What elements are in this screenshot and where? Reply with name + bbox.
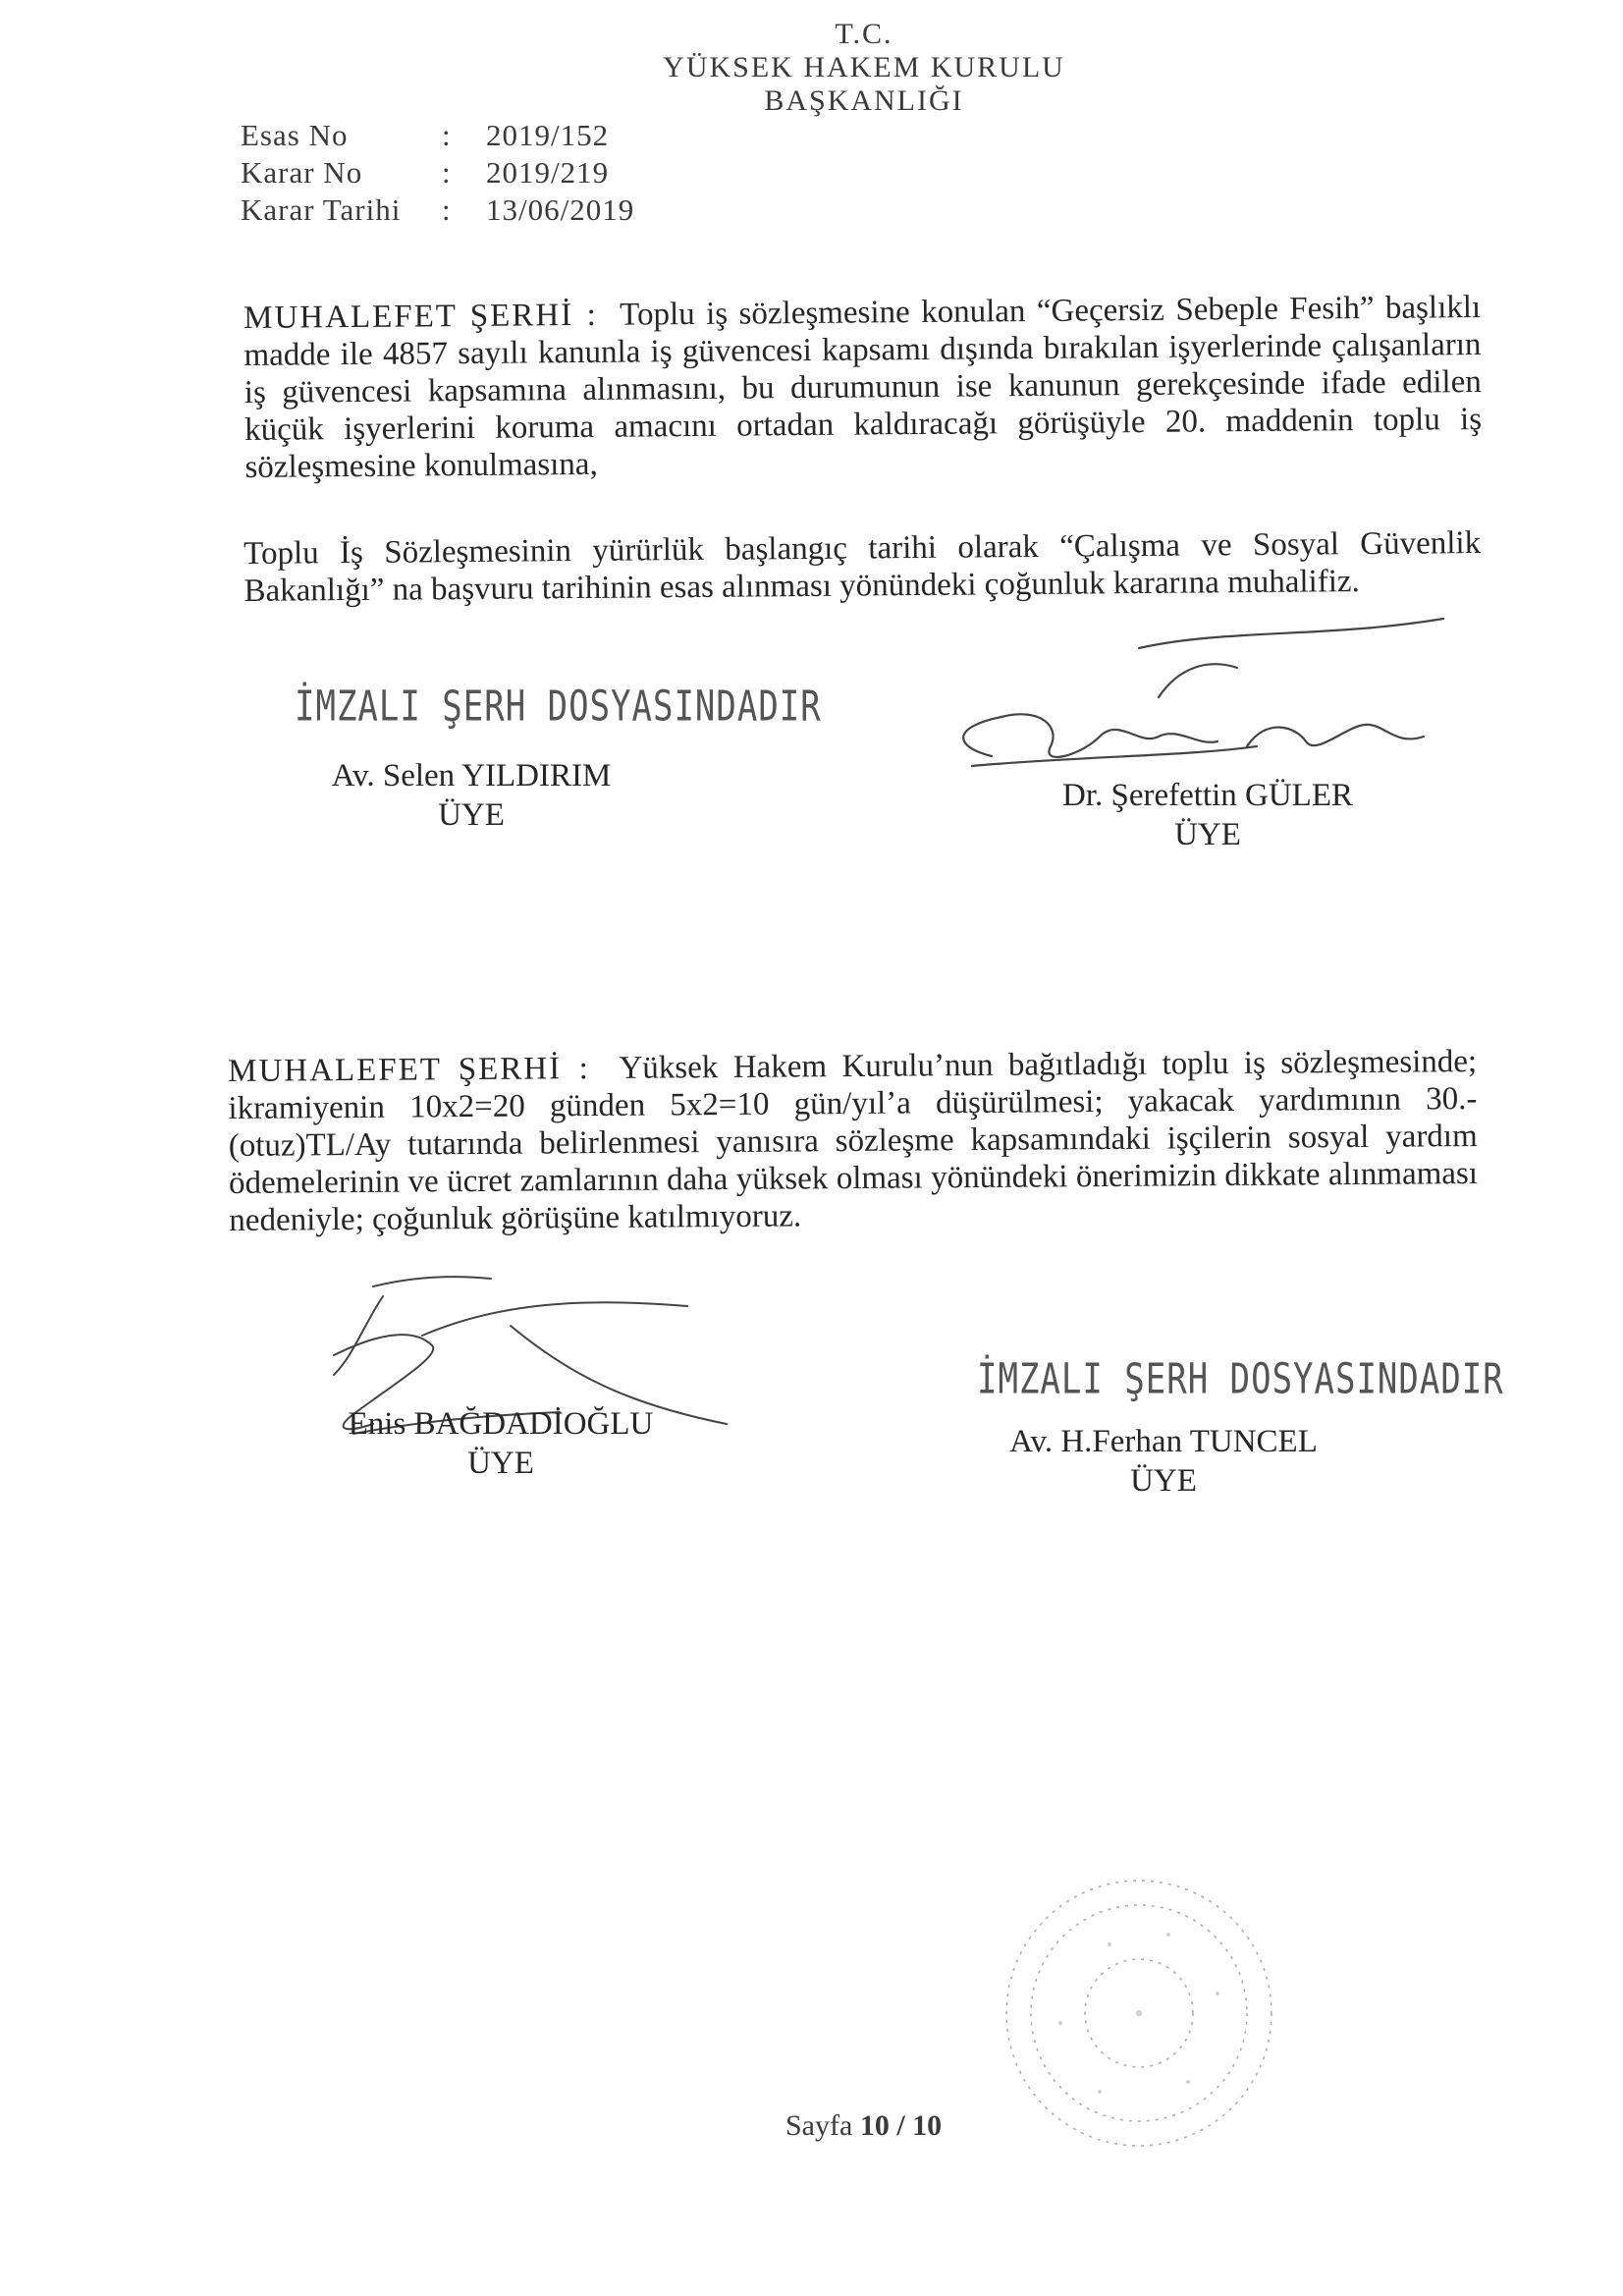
signatory-title-ferhan-tuncel: ÜYE bbox=[1130, 1463, 1197, 1499]
dissent-2-label: MUHALEFET ŞERHİ : bbox=[228, 1051, 590, 1089]
header-line-board: YÜKSEK HAKEM KURULU bbox=[663, 51, 1065, 83]
signatory-name-selen-yildirim: Av. Selen YILDIRIM bbox=[331, 758, 612, 793]
case-meta: Esas No : 2019/152 Karar No : 2019/219 Karar Tarihi : 13/06/2019 bbox=[241, 118, 635, 227]
dissent-2-paragraph: MUHALEFET ŞERHİ : Yüksek Hakem Kurulu’nun bağıtladığı toplu iş sözleşmesinde; ikramiyenin 10x2=20 günden 5x2=10 gün/yıl’a düşürülmesi; yakacak yardımının 30.-(otuz)TL/Ay tutarında belirlenmesi yanısıra sözleşme kapsamındaki işçilerin sosyal yardım ödemelerinin ve ücret zamlarının daha yüksek olması yönündeki önerimizin dikkate alınmaması nedeniyle; çoğunluk görüşüne katılmıyoruz. bbox=[228, 1044, 1479, 1238]
signed-annotation-stamp-left: İMZALI ŞERH DOSYASINDADIR bbox=[295, 682, 822, 732]
signatory-title-enis-bagdadioglu: ÜYE bbox=[467, 1446, 534, 1481]
signatory-name-enis-bagdadioglu: Enis BAĞDADİOĞLU bbox=[348, 1406, 654, 1442]
signatory-name-serefettin-guler: Dr. Şerefettin GÜLER bbox=[1061, 778, 1354, 813]
page-number: Sayfa 10 / 10 bbox=[785, 2109, 943, 2142]
signatory-title-selen-yildirim: ÜYE bbox=[438, 797, 505, 833]
header-line-presidency: BAŞKANLIĞI bbox=[764, 84, 964, 117]
signatory-title-serefettin-guler: ÜYE bbox=[1174, 817, 1241, 852]
header-line-tc: T.C. bbox=[835, 18, 893, 50]
handwritten-signature-guler bbox=[933, 609, 1483, 805]
dissent-1-paragraph-1: MUHALEFET ŞERHİ : Toplu iş sözleşmesine konulan “Geçersiz Sebeple Fesih” başlıklı madde ile 4857 sayılı kanunla iş güvencesi kapsamı dışında bırakılan işyerlerinde çalışanların iş güvencesi kapsamına alınmasını, bu durumunun ise kanunun gerekçesinde ifade edilen küçük işyerlerini koruma amacını ortadan kaldıracağı görüşüyle 20. maddenin toplu iş sözleşmesine konulmasına, bbox=[243, 290, 1483, 485]
official-seal bbox=[992, 1866, 1286, 2160]
dissent-1-paragraph-2: Toplu İş Sözleşmesinin yürürlük başlangıç tarihi olarak “Çalışma ve Sosyal Güvenlik Bakanlığı” na başvuru tarihinin esas alınması yönündeki çoğunluk kararına muhalifiz. bbox=[243, 525, 1482, 609]
signed-annotation-stamp-right: İMZALI ŞERH DOSYASINDADIR bbox=[977, 1354, 1504, 1404]
signatory-name-ferhan-tuncel: Av. H.Ferhan TUNCEL bbox=[1009, 1424, 1318, 1459]
institution-header bbox=[609, 18, 1119, 118]
dissent-1-label: MUHALEFET ŞERHİ : bbox=[243, 297, 598, 336]
